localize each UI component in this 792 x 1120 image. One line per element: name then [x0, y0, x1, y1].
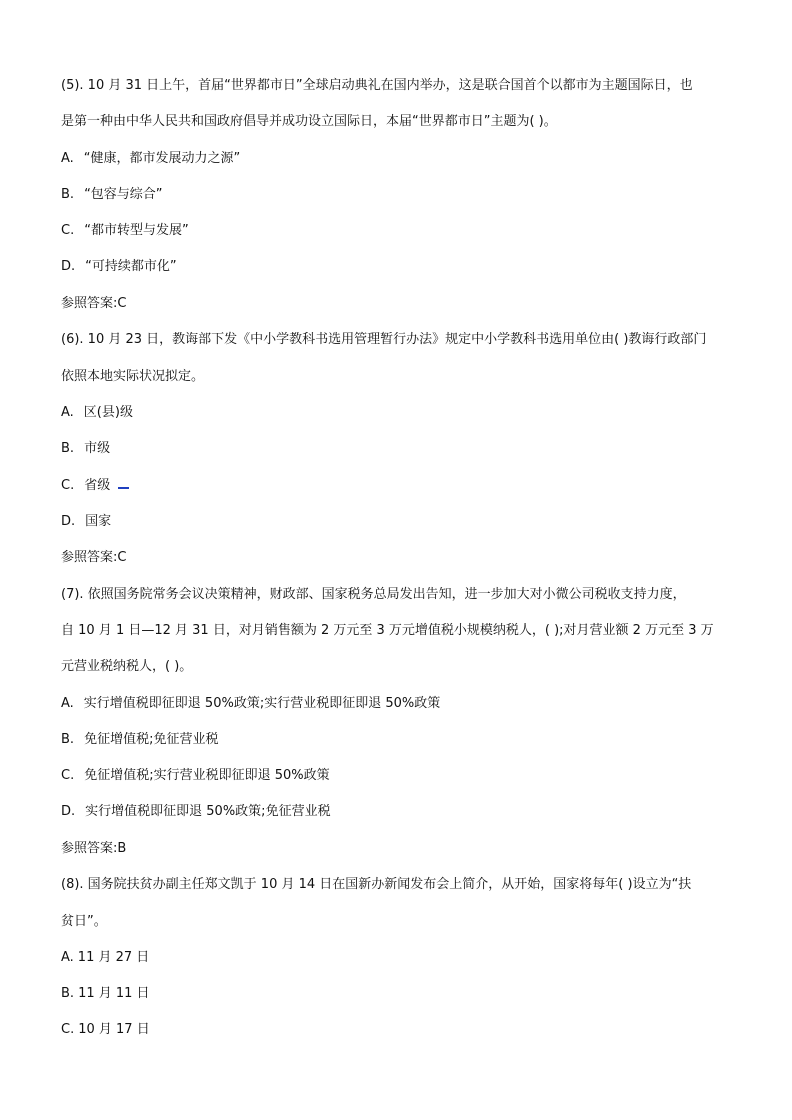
- q7-option-c-letter: C.: [61, 768, 75, 783]
- q6-option-b-letter: B.: [61, 441, 75, 456]
- q7-option-d: [61, 803, 741, 821]
- q7-option-d-letter: D.: [61, 804, 76, 819]
- q6-option-b: [61, 440, 741, 458]
- q6-answer: 参照答案:C: [61, 550, 127, 565]
- q7-option-b: [61, 731, 741, 749]
- q8-stem-line-2: 贫日”。: [61, 914, 107, 929]
- q5-option-d-letter: D.: [61, 259, 76, 274]
- q6-stem-line-2: 依照本地实际状况拟定。: [61, 369, 205, 384]
- q7-option-a: [61, 695, 741, 713]
- q7-answer: 参照答案:B: [61, 841, 127, 856]
- q5-option-b-text: “包容与综合”: [84, 187, 163, 202]
- q8-option-c: [61, 1021, 741, 1039]
- q5-option-c: [61, 222, 741, 240]
- q6-option-c: [61, 477, 741, 495]
- q8-option-a-text: 11 月 27 日: [77, 950, 150, 965]
- q6-option-c-text: 省级: [84, 478, 111, 493]
- q6-option-c-letter: C.: [61, 478, 75, 493]
- q7-option-b-letter: B.: [61, 732, 75, 747]
- q5-answer: 参照答案:C: [61, 296, 127, 311]
- q8-option-c-text: 10 月 17 日: [78, 1022, 150, 1037]
- q6-option-a-text: 区(县)级: [83, 405, 133, 420]
- q6-option-a: [61, 404, 741, 422]
- q7-option-c-text: 免征增值税;实行营业税即征即退 50%政策: [84, 768, 330, 783]
- q5-option-c-text: “都市转型与发展”: [84, 223, 189, 238]
- q8-stem-line-1: (8). 国务院扶贫办副主任郑文凯于 10 月 14 日在国新办新闻发布会上简介，从开始，国家将每年( )设立为“扶: [61, 877, 692, 892]
- q5-option-c-letter: C.: [61, 223, 75, 238]
- hyperlink-mark[interactable]: [118, 481, 129, 489]
- q8-option-b-letter: B.: [61, 986, 75, 1001]
- q8-option-b-text: 11 月 11 日: [78, 986, 150, 1001]
- q7-stem-line-2: 自 10 月 1 日—12 月 31 日，对月销售额为 2 万元至 3 万元增值税小规模纳税人，( );对月营业额 2 万元至 3 万: [61, 623, 714, 638]
- q7-option-c: [61, 767, 741, 785]
- q5-option-b: [61, 186, 741, 204]
- q6-option-a-letter: A.: [61, 405, 74, 420]
- q8-option-c-letter: C.: [61, 1022, 75, 1037]
- q5-option-a: [61, 150, 741, 168]
- q6-option-d-letter: D.: [61, 514, 76, 529]
- q8-option-b: [61, 985, 741, 1003]
- q6-stem-line-1: (6). 10 月 23 日，教诲部下发《中小学教科书选用管理暂行办法》规定中小学教科书选用单位由( )教诲行政部门: [61, 332, 707, 347]
- q5-option-d-text: “可持续都市化”: [85, 259, 177, 274]
- q5-option-d: [61, 258, 741, 276]
- q7-option-a-letter: A.: [61, 696, 74, 711]
- q8-option-a: [61, 949, 741, 967]
- q5-stem-line-1: (5). 10 月 31 日上午，首届“世界都市日”全球启动典礼在国内举办，这是联合国首个以都市为主题国际日，也: [61, 78, 693, 93]
- q5-option-a-text: “健康，都市发展动力之源”: [83, 151, 241, 166]
- q5-option-b-letter: B.: [61, 187, 75, 202]
- q6-option-b-text: 市级: [84, 441, 111, 456]
- q5-stem-line-2: 是第一种由中华人民共和国政府倡导并成功设立国际日，本届“世界都市日”主题为( )。: [61, 114, 557, 129]
- q5-option-a-letter: A.: [61, 151, 74, 166]
- q7-stem-line-3: 元营业税纳税人，( )。: [61, 659, 193, 674]
- q8-option-a-letter: A.: [61, 950, 74, 965]
- q7-option-b-text: 免征增值税;免征营业税: [84, 732, 219, 747]
- q7-stem-line-1: (7). 依照国务院常务会议决策精神，财政部、国家税务总局发出告知，进一步加大对小微公司税收支持力度，: [61, 587, 686, 602]
- q6-option-d-text: 国家: [85, 514, 112, 529]
- q7-option-a-text: 实行增值税即征即退 50%政策;实行营业税即征即退 50%政策: [83, 696, 441, 711]
- q7-option-d-text: 实行增值税即征即退 50%政策;免征营业税: [85, 804, 331, 819]
- q6-option-d: [61, 513, 741, 531]
